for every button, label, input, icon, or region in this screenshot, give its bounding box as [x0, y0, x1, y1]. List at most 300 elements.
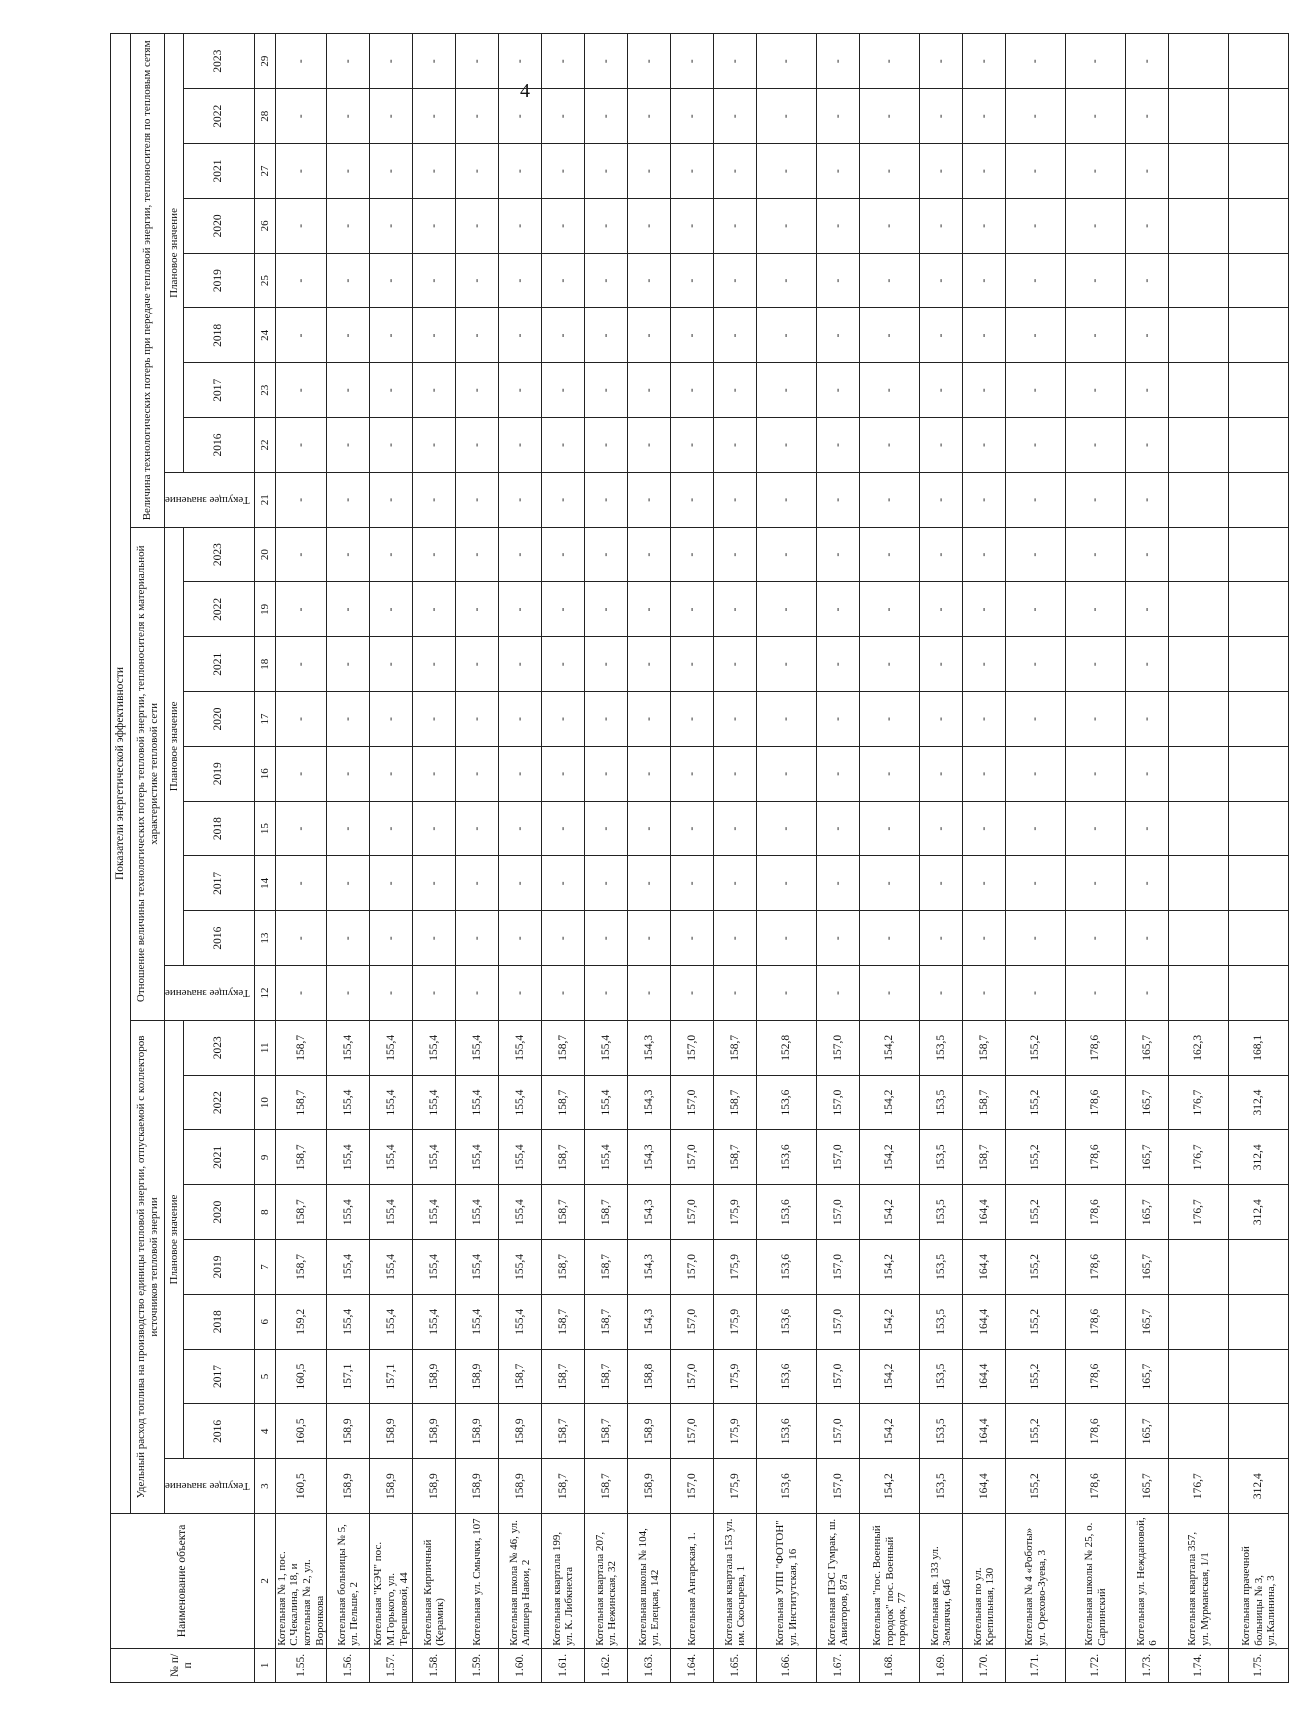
loss-value: - [860, 966, 920, 1021]
loss-value: - [920, 144, 963, 199]
loss-value: - [628, 582, 671, 637]
loss-value: - [456, 198, 499, 253]
loss-value: - [370, 89, 413, 144]
loss-value: - [370, 253, 413, 308]
column-number: 14 [254, 856, 275, 911]
loss-value: - [1006, 746, 1066, 801]
loss-value: - [1006, 34, 1066, 89]
loss-value: - [628, 253, 671, 308]
loss-value: - [1126, 801, 1169, 856]
fuel-value: 165,7 [1126, 1130, 1169, 1185]
loss-value: - [413, 911, 456, 966]
loss-value: - [1066, 472, 1126, 527]
fuel-value: 158,7 [714, 1075, 757, 1130]
loss-value: - [963, 582, 1006, 637]
loss-value: - [757, 911, 817, 966]
loss-value: - [413, 89, 456, 144]
fuel-value: 155,4 [499, 1185, 542, 1240]
loss-value: - [714, 472, 757, 527]
fuel-value: 153,5 [920, 1404, 963, 1459]
loss-value [1229, 253, 1289, 308]
loss-value [1229, 582, 1289, 637]
fuel-value: 158,9 [456, 1349, 499, 1404]
loss-value: - [963, 527, 1006, 582]
fuel-value: 153,6 [757, 1185, 817, 1240]
loss-value: - [757, 801, 817, 856]
fuel-value [1169, 1349, 1229, 1404]
object-name: Котельная ул. Смычки, 107 [456, 1514, 499, 1649]
table-row [628, 34, 671, 1683]
loss-value: - [456, 527, 499, 582]
row-number: 1.74. [1169, 1648, 1229, 1682]
fuel-value [1229, 1404, 1289, 1459]
loss-value: - [456, 856, 499, 911]
fuel-value: 153,5 [920, 1240, 963, 1295]
loss-value: - [585, 34, 628, 89]
loss-value: - [542, 966, 585, 1021]
row-number: 1.72. [1066, 1648, 1126, 1682]
loss-value: - [920, 746, 963, 801]
loss-value: - [920, 34, 963, 89]
loss-value: - [817, 144, 860, 199]
loss-value: - [1006, 144, 1066, 199]
fuel-value: 154,3 [628, 1240, 671, 1295]
loss-value: - [370, 308, 413, 363]
loss-value: - [1066, 34, 1126, 89]
loss-value: - [413, 637, 456, 692]
loss-value: - [370, 363, 413, 418]
object-name: Котельная ПЭС Гумрак, ш. Авиаторов, 87а [817, 1514, 860, 1649]
header-year: 2016 [184, 418, 255, 473]
loss-value: - [585, 746, 628, 801]
column-number: 2 [254, 1514, 275, 1649]
loss-value: - [275, 144, 327, 199]
fuel-value: 158,9 [628, 1459, 671, 1514]
loss-value: - [275, 746, 327, 801]
loss-value: - [628, 308, 671, 363]
fuel-value: 157,0 [671, 1020, 714, 1075]
fuel-value: 157,0 [817, 1404, 860, 1459]
header-year: 2016 [184, 1404, 255, 1459]
fuel-value: 158,7 [585, 1404, 628, 1459]
row-number: 1.71. [1006, 1648, 1066, 1682]
loss-value: - [817, 911, 860, 966]
loss-value: - [499, 801, 542, 856]
loss-value: - [542, 34, 585, 89]
table-row [1006, 34, 1066, 1683]
loss-value [1229, 801, 1289, 856]
header-year: 2023 [184, 1020, 255, 1075]
object-name: Котельная кв. 133 ул. Землячки, 64б [920, 1514, 963, 1649]
fuel-value [1229, 1349, 1289, 1404]
loss-value: - [860, 911, 920, 966]
fuel-value: 155,4 [456, 1075, 499, 1130]
fuel-value: 154,2 [860, 1459, 920, 1514]
fuel-value [1229, 1294, 1289, 1349]
fuel-value: 155,4 [456, 1240, 499, 1295]
header-year: 2020 [184, 692, 255, 747]
fuel-value: 165,7 [1126, 1404, 1169, 1459]
fuel-value: 157,0 [817, 1130, 860, 1185]
loss-value: - [327, 856, 370, 911]
fuel-value: 155,4 [413, 1075, 456, 1130]
fuel-value: 154,3 [628, 1130, 671, 1185]
loss-value: - [963, 253, 1006, 308]
fuel-value: 154,3 [628, 1020, 671, 1075]
loss-value: - [327, 966, 370, 1021]
fuel-value: 158,7 [275, 1185, 327, 1240]
table-row [817, 34, 860, 1683]
loss-value: - [1006, 692, 1066, 747]
object-name: Котельная "КЭЧ" пос. М.Горького, ул. Терешковой, 44 [370, 1514, 413, 1649]
loss-value: - [413, 363, 456, 418]
column-number: 9 [254, 1130, 275, 1185]
loss-value: - [714, 911, 757, 966]
loss-value: - [757, 253, 817, 308]
fuel-value: 153,5 [920, 1185, 963, 1240]
header-section-fuel: Удельный расход топлива на производство единицы тепловой энергии, отпускаемой с коллекторов источников тепловой энергии [131, 1020, 165, 1513]
loss-value: - [1126, 527, 1169, 582]
column-number: 25 [254, 253, 275, 308]
loss-value: - [628, 856, 671, 911]
fuel-value: 155,4 [370, 1185, 413, 1240]
table-row [920, 34, 963, 1683]
row-number: 1.68. [860, 1648, 920, 1682]
fuel-value: 153,5 [920, 1294, 963, 1349]
loss-value: - [327, 363, 370, 418]
fuel-value: 178,6 [1066, 1404, 1126, 1459]
column-number: 6 [254, 1294, 275, 1349]
row-number: 1.56. [327, 1648, 370, 1682]
header-year: 2022 [184, 89, 255, 144]
column-number: 3 [254, 1459, 275, 1514]
fuel-value: 155,4 [585, 1075, 628, 1130]
loss-value: - [585, 637, 628, 692]
fuel-value: 158,7 [714, 1020, 757, 1075]
loss-value: - [628, 527, 671, 582]
loss-value: - [860, 746, 920, 801]
loss-value: - [1126, 198, 1169, 253]
loss-value: - [628, 472, 671, 527]
loss-value [1169, 363, 1229, 418]
fuel-value: 158,9 [456, 1459, 499, 1514]
loss-value: - [1066, 801, 1126, 856]
header-section-loss-ratio: Отношение величины технологических потерь тепловой энергии, теплоносителя к материальной характеристике тепловой сети [131, 527, 165, 1020]
loss-value: - [757, 637, 817, 692]
loss-value: - [628, 89, 671, 144]
loss-value: - [456, 582, 499, 637]
fuel-value: 157,0 [671, 1185, 714, 1240]
row-number: 1.55. [275, 1648, 327, 1682]
fuel-value: 154,2 [860, 1240, 920, 1295]
column-number: 7 [254, 1240, 275, 1295]
loss-value: - [714, 308, 757, 363]
fuel-value: 178,6 [1066, 1185, 1126, 1240]
row-number: 1.69. [920, 1648, 963, 1682]
table-row [963, 34, 1006, 1683]
loss-value: - [413, 966, 456, 1021]
header-group-title: Показатели энергетической эффективности [111, 34, 131, 1514]
loss-value: - [585, 363, 628, 418]
loss-value [1169, 89, 1229, 144]
loss-value: - [1126, 637, 1169, 692]
header-year: 2016 [184, 911, 255, 966]
loss-value: - [275, 582, 327, 637]
fuel-value: 176,7 [1169, 1130, 1229, 1185]
loss-value: - [817, 856, 860, 911]
fuel-value: 157,0 [671, 1459, 714, 1514]
row-number: 1.73. [1126, 1648, 1169, 1682]
fuel-value: 158,9 [413, 1349, 456, 1404]
loss-value: - [628, 966, 671, 1021]
fuel-value: 176,7 [1169, 1459, 1229, 1514]
loss-value: - [817, 692, 860, 747]
fuel-value: 157,1 [327, 1349, 370, 1404]
loss-value: - [963, 363, 1006, 418]
fuel-value: 157,0 [671, 1130, 714, 1185]
fuel-value: 158,7 [542, 1075, 585, 1130]
fuel-value: 154,2 [860, 1294, 920, 1349]
loss-value: - [671, 801, 714, 856]
header-current-label: Текущее значение [165, 987, 250, 1000]
loss-value: - [499, 308, 542, 363]
fuel-value: 165,7 [1126, 1075, 1169, 1130]
column-number: 24 [254, 308, 275, 363]
loss-value: - [817, 966, 860, 1021]
loss-value: - [585, 527, 628, 582]
fuel-value: 155,4 [585, 1020, 628, 1075]
fuel-value: 165,7 [1126, 1240, 1169, 1295]
loss-value: - [542, 253, 585, 308]
header-current-label: Текущее значение [165, 494, 250, 507]
fuel-value: 312,4 [1229, 1130, 1289, 1185]
header-year: 2021 [184, 1130, 255, 1185]
loss-value: - [413, 308, 456, 363]
loss-value: - [499, 911, 542, 966]
fuel-value: 155,2 [1006, 1020, 1066, 1075]
column-number: 22 [254, 418, 275, 473]
object-name: Котельная № 4 «Роботы» ул. Орехово-Зуева, 3 [1006, 1514, 1066, 1649]
loss-value: - [370, 911, 413, 966]
loss-value: - [275, 911, 327, 966]
loss-value: - [370, 966, 413, 1021]
loss-value: - [757, 856, 817, 911]
loss-value: - [1066, 418, 1126, 473]
loss-value: - [370, 418, 413, 473]
loss-value: - [920, 966, 963, 1021]
loss-value: - [275, 89, 327, 144]
fuel-value: 153,6 [757, 1459, 817, 1514]
loss-value: - [1006, 308, 1066, 363]
fuel-value: 158,9 [327, 1459, 370, 1514]
loss-value: - [757, 582, 817, 637]
fuel-value: 158,7 [585, 1185, 628, 1240]
loss-value: - [1126, 89, 1169, 144]
loss-value: - [920, 308, 963, 363]
loss-value: - [1126, 418, 1169, 473]
fuel-value: 157,1 [370, 1349, 413, 1404]
loss-value [1229, 144, 1289, 199]
fuel-value: 153,6 [757, 1075, 817, 1130]
loss-value: - [817, 253, 860, 308]
fuel-value: 154,3 [628, 1294, 671, 1349]
loss-value: - [963, 856, 1006, 911]
loss-value: - [671, 527, 714, 582]
fuel-value: 155,4 [499, 1075, 542, 1130]
header-year: 2023 [184, 34, 255, 89]
loss-value: - [327, 801, 370, 856]
fuel-value: 158,7 [542, 1020, 585, 1075]
loss-value: - [714, 253, 757, 308]
loss-value: - [757, 418, 817, 473]
fuel-value: 157,0 [817, 1294, 860, 1349]
loss-value: - [671, 582, 714, 637]
loss-value: - [275, 856, 327, 911]
loss-value: - [413, 746, 456, 801]
loss-value: - [714, 527, 757, 582]
table-row [860, 34, 920, 1683]
fuel-value: 158,7 [275, 1130, 327, 1185]
object-name: Котельная "пос. Военный городок" пос. Военный городок, 77 [860, 1514, 920, 1649]
table-row [1126, 34, 1169, 1683]
loss-value: - [1126, 144, 1169, 199]
loss-value: - [327, 746, 370, 801]
loss-value: - [860, 692, 920, 747]
loss-value: - [920, 692, 963, 747]
loss-value: - [817, 418, 860, 473]
fuel-value: 155,2 [1006, 1240, 1066, 1295]
loss-value: - [275, 308, 327, 363]
loss-value: - [1066, 692, 1126, 747]
loss-value: - [499, 253, 542, 308]
column-number: 29 [254, 34, 275, 89]
loss-value: - [1126, 966, 1169, 1021]
loss-value: - [585, 144, 628, 199]
header-current-value [165, 966, 255, 1021]
loss-value: - [542, 198, 585, 253]
loss-value: - [585, 89, 628, 144]
object-name: Котельная больницы № 5, ул. Пельше, 2 [327, 1514, 370, 1649]
loss-value: - [920, 856, 963, 911]
header-current-value [165, 1459, 255, 1514]
object-name: Котельная ул. Неждановой, 6 [1126, 1514, 1169, 1649]
header-year: 2021 [184, 144, 255, 199]
fuel-value: 158,7 [963, 1075, 1006, 1130]
fuel-value: 158,7 [585, 1459, 628, 1514]
loss-value [1229, 198, 1289, 253]
loss-value: - [1126, 34, 1169, 89]
loss-value [1229, 856, 1289, 911]
fuel-value: 164,4 [963, 1459, 1006, 1514]
loss-value: - [542, 692, 585, 747]
loss-value: - [671, 692, 714, 747]
loss-value: - [963, 198, 1006, 253]
loss-value: - [1126, 363, 1169, 418]
loss-value: - [585, 418, 628, 473]
loss-value: - [327, 418, 370, 473]
table-row [275, 34, 327, 1683]
fuel-value: 155,4 [413, 1185, 456, 1240]
loss-value: - [860, 801, 920, 856]
header-year: 2017 [184, 363, 255, 418]
column-number: 21 [254, 472, 275, 527]
loss-value: - [1066, 253, 1126, 308]
loss-value: - [327, 911, 370, 966]
fuel-value: 155,4 [413, 1130, 456, 1185]
loss-value: - [757, 89, 817, 144]
loss-value [1229, 472, 1289, 527]
header-year: 2022 [184, 1075, 255, 1130]
loss-value: - [714, 582, 757, 637]
loss-value: - [817, 198, 860, 253]
loss-value: - [671, 144, 714, 199]
loss-value: - [714, 198, 757, 253]
loss-value: - [370, 801, 413, 856]
loss-value: - [757, 746, 817, 801]
fuel-value: 155,4 [413, 1020, 456, 1075]
loss-value: - [275, 253, 327, 308]
loss-value [1169, 801, 1229, 856]
loss-value [1229, 34, 1289, 89]
loss-value: - [628, 363, 671, 418]
header-year: 2017 [184, 856, 255, 911]
fuel-value: 165,7 [1126, 1349, 1169, 1404]
loss-value: - [920, 253, 963, 308]
loss-value: - [1126, 856, 1169, 911]
row-number: 1.66. [757, 1648, 817, 1682]
loss-value: - [1126, 746, 1169, 801]
loss-value: - [860, 582, 920, 637]
loss-value: - [585, 308, 628, 363]
loss-value: - [499, 527, 542, 582]
loss-value: - [671, 472, 714, 527]
loss-value: - [628, 801, 671, 856]
fuel-value: 155,4 [327, 1294, 370, 1349]
loss-value: - [585, 692, 628, 747]
loss-value [1169, 418, 1229, 473]
fuel-value: 158,9 [499, 1459, 542, 1514]
loss-value: - [757, 198, 817, 253]
loss-value: - [456, 34, 499, 89]
loss-value: - [1006, 253, 1066, 308]
loss-value: - [714, 363, 757, 418]
loss-value: - [275, 527, 327, 582]
fuel-value: 155,4 [499, 1130, 542, 1185]
fuel-value: 158,7 [542, 1130, 585, 1185]
fuel-value: 154,2 [860, 1020, 920, 1075]
loss-value: - [1006, 472, 1066, 527]
loss-value: - [860, 527, 920, 582]
loss-value: - [1006, 582, 1066, 637]
loss-value: - [1006, 198, 1066, 253]
fuel-value: 157,0 [817, 1459, 860, 1514]
fuel-value: 175,9 [714, 1185, 757, 1240]
loss-value [1169, 308, 1229, 363]
loss-value: - [370, 856, 413, 911]
loss-value: - [920, 582, 963, 637]
header-current-value [165, 472, 255, 527]
fuel-value: 158,7 [542, 1349, 585, 1404]
loss-value: - [370, 34, 413, 89]
column-number: 4 [254, 1404, 275, 1459]
loss-value: - [275, 363, 327, 418]
loss-value: - [1066, 966, 1126, 1021]
table-row [327, 34, 370, 1683]
loss-value: - [456, 746, 499, 801]
loss-value: - [757, 472, 817, 527]
fuel-value: 155,2 [1006, 1459, 1066, 1514]
loss-value: - [714, 856, 757, 911]
